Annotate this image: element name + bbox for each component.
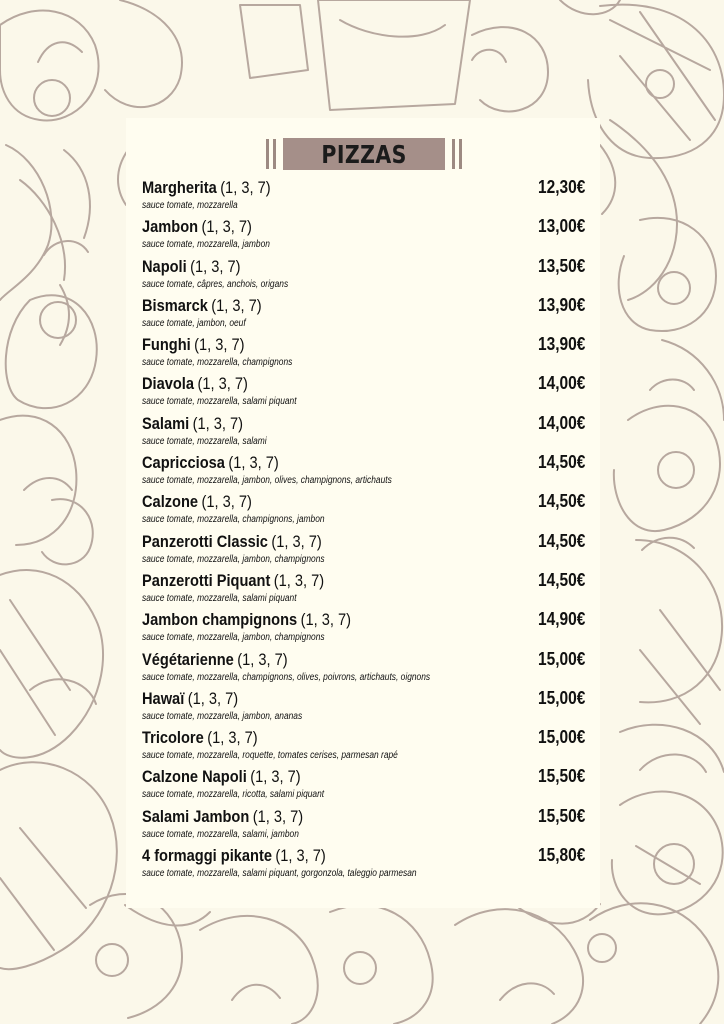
pizza-name: 4 formaggi pikante bbox=[142, 846, 272, 866]
price: 13,90€ bbox=[537, 294, 586, 315]
menu-item bbox=[142, 257, 587, 296]
price: 15,00€ bbox=[537, 687, 586, 708]
menu-item-title-line bbox=[142, 651, 288, 669]
pizza-name: Panzerotti Classic bbox=[142, 531, 268, 551]
menu-item-title-line bbox=[142, 375, 248, 393]
ingredients-description: sauce tomate, mozzarella, salami piquant bbox=[142, 396, 297, 408]
ingredients-description: sauce tomate, mozzarella, salami piquant, gorgonzola, taleggio parmesan bbox=[142, 868, 417, 880]
menu-item bbox=[142, 217, 587, 256]
pizza-name: Bismarck bbox=[142, 295, 208, 315]
price: 14,50€ bbox=[537, 530, 586, 551]
ingredients-description: sauce tomate, mozzarella, jambon, ananas bbox=[142, 710, 303, 722]
menu-item bbox=[142, 728, 587, 767]
price: 14,90€ bbox=[537, 609, 586, 630]
menu-item bbox=[142, 689, 587, 728]
price: 14,00€ bbox=[537, 373, 586, 394]
allergen-codes: (1, 3, 7) bbox=[220, 178, 271, 197]
allergen-codes: (1, 3, 7) bbox=[194, 335, 245, 355]
allergen-codes: (1, 3, 7) bbox=[207, 728, 258, 748]
allergen-codes: (1, 3, 7) bbox=[252, 806, 304, 826]
page-title: PIZZAS bbox=[321, 139, 407, 169]
menu-item bbox=[142, 335, 587, 374]
pizza-name: Jambon champignons bbox=[142, 610, 298, 630]
pizza-name: Salami bbox=[142, 413, 190, 433]
title-box bbox=[283, 138, 445, 170]
price: 15,00€ bbox=[537, 727, 586, 748]
allergen-codes: (1, 3, 7) bbox=[192, 413, 243, 433]
menu-item bbox=[142, 414, 587, 453]
menu-item bbox=[142, 492, 587, 531]
menu-item-title-line bbox=[142, 336, 245, 354]
menu-item-title-line bbox=[142, 808, 303, 826]
menu-item-title-line bbox=[142, 611, 351, 629]
pizza-name: Napoli bbox=[142, 256, 187, 276]
allergen-codes: (1, 3, 7) bbox=[271, 531, 322, 551]
pizza-name: Calzone Napoli bbox=[142, 767, 247, 787]
price: 15,50€ bbox=[537, 805, 586, 826]
allergen-codes: (1, 3, 7) bbox=[197, 374, 248, 394]
allergen-codes: (1, 3, 7) bbox=[273, 570, 325, 590]
menu-item bbox=[142, 807, 587, 846]
title-decorative-bar bbox=[266, 139, 269, 169]
price: 13,50€ bbox=[537, 255, 586, 276]
menu-item-title-line bbox=[142, 572, 324, 590]
allergen-codes: (1, 3, 7) bbox=[201, 217, 252, 237]
pizza-name: Capricciosa bbox=[142, 453, 225, 473]
pizza-name: Funghi bbox=[142, 335, 191, 355]
ingredients-description: sauce tomate, mozzarella, jambon, olives, champignons, artichauts bbox=[142, 475, 392, 487]
allergen-codes: (1, 3, 7) bbox=[190, 256, 241, 276]
ingredients-description: sauce tomate, mozzarella, salami piquant bbox=[142, 592, 297, 604]
allergen-codes: (1, 3, 7) bbox=[250, 767, 301, 787]
allergen-codes: (1, 3, 7) bbox=[201, 492, 252, 512]
ingredients-description: sauce tomate, mozzarella, champignons, jambon bbox=[142, 514, 325, 526]
allergen-codes: (1, 3, 7) bbox=[211, 295, 262, 315]
menu-item-title-line bbox=[142, 179, 271, 197]
ingredients-description: sauce tomate, mozzarella, jambon bbox=[142, 239, 270, 251]
price: 15,50€ bbox=[537, 766, 586, 787]
menu-item bbox=[142, 767, 587, 806]
pizza-name: Salami Jambon bbox=[142, 806, 250, 826]
allergen-codes: (1, 3, 7) bbox=[187, 688, 239, 708]
menu-item-title-line bbox=[142, 690, 238, 708]
allergen-codes: (1, 3, 7) bbox=[275, 846, 326, 866]
title-decorative-bar bbox=[459, 139, 462, 169]
title-decorative-bar bbox=[273, 139, 276, 169]
ingredients-description: sauce tomate, mozzarella, salami, jambon bbox=[142, 828, 299, 840]
ingredients-description: sauce tomate, mozzarella, jambon, champignons bbox=[142, 632, 325, 644]
menu-item-title-line bbox=[142, 493, 252, 511]
menu-item-title-line bbox=[142, 533, 322, 551]
menu-item-title-line bbox=[142, 218, 252, 236]
ingredients-description: sauce tomate, mozzarella, roquette, tomates cerises, parmesan rapé bbox=[142, 750, 398, 762]
ingredients-description: sauce tomate, mozzarella bbox=[142, 200, 238, 211]
price: 14,50€ bbox=[537, 452, 586, 473]
menu-item bbox=[142, 650, 587, 689]
menu-item bbox=[142, 374, 587, 413]
allergen-codes: (1, 3, 7) bbox=[237, 649, 288, 669]
menu-item bbox=[142, 453, 587, 492]
menu-item bbox=[142, 610, 587, 649]
price: 14,50€ bbox=[537, 569, 586, 590]
allergen-codes: (1, 3, 7) bbox=[300, 610, 351, 630]
price: 14,50€ bbox=[537, 491, 586, 512]
menu-item bbox=[142, 532, 587, 571]
price: 12,30€ bbox=[537, 177, 586, 197]
title-banner bbox=[264, 136, 464, 174]
price: 15,00€ bbox=[537, 648, 586, 669]
menu-item-title-line bbox=[142, 847, 326, 865]
ingredients-description: sauce tomate, jambon, oeuf bbox=[142, 317, 246, 329]
menu-item bbox=[142, 846, 587, 885]
allergen-codes: (1, 3, 7) bbox=[228, 453, 279, 473]
menu-item-title-line bbox=[142, 258, 241, 276]
pizza-name: Hawaï bbox=[142, 688, 185, 708]
menu-item bbox=[142, 296, 587, 335]
pizza-name: Margherita bbox=[142, 178, 217, 197]
price: 13,00€ bbox=[537, 216, 586, 237]
pizza-name: Calzone bbox=[142, 492, 199, 512]
pizza-name: Tricolore bbox=[142, 728, 204, 748]
ingredients-description: sauce tomate, mozzarella, champignons bbox=[142, 357, 293, 369]
ingredients-description: sauce tomate, câpres, anchois, origans bbox=[142, 278, 289, 290]
menu-item-title-line bbox=[142, 729, 258, 747]
ingredients-description: sauce tomate, mozzarella, jambon, champignons bbox=[142, 553, 325, 565]
menu-item-title-line bbox=[142, 297, 262, 315]
pizza-name: Diavola bbox=[142, 374, 195, 394]
ingredients-description: sauce tomate, mozzarella, champignons, olives, poivrons, artichauts, oignons bbox=[142, 671, 431, 683]
pizza-menu-list bbox=[142, 178, 587, 885]
ingredients-description: sauce tomate, mozzarella, salami bbox=[142, 435, 267, 447]
pizza-name: Panzerotti Piquant bbox=[142, 570, 271, 590]
menu-item bbox=[142, 571, 587, 610]
price: 13,90€ bbox=[537, 334, 586, 355]
ingredients-description: sauce tomate, mozzarella, ricotta, salami piquant bbox=[142, 789, 325, 801]
menu-item-title-line bbox=[142, 415, 243, 433]
price: 14,00€ bbox=[537, 412, 586, 433]
menu-item-title-line bbox=[142, 454, 279, 472]
pizza-name: Jambon bbox=[142, 217, 199, 237]
pizza-name: Végétarienne bbox=[142, 649, 234, 669]
menu-item bbox=[142, 178, 587, 217]
price: 15,80€ bbox=[537, 845, 586, 866]
title-decorative-bar bbox=[452, 139, 455, 169]
menu-item-title-line bbox=[142, 768, 301, 786]
